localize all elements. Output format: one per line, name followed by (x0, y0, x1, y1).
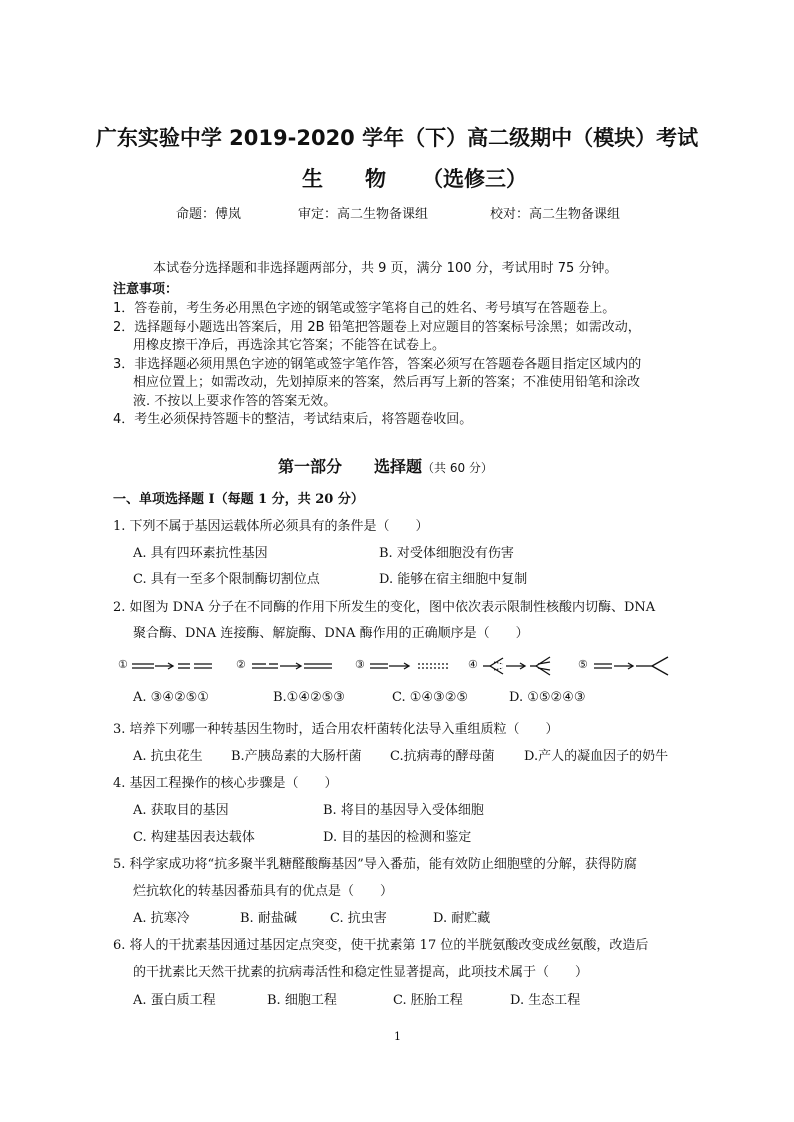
question-1-option-d: D. 能够在宿主细胞中复制 (379, 572, 528, 587)
question-2-stem-line1: 2. 如图为 DNA 分子在不同酶的作用下所发生的变化，图中依次表示限制性核酸内切酶、DNA (113, 600, 656, 615)
question-1-option-b: B. 对受体细胞没有伤害 (379, 546, 514, 561)
question-5-stem-line1: 5. 科学家成功将“抗多聚半乳糖醛酸酶基因”导入番茄，能有效防止细胞壁的分解，获得防腐 (113, 857, 637, 872)
question-1-stem: 1. 下列不属于基因运载体所必须具有的条件是（ ） (113, 519, 429, 534)
exam-title: 广东实验中学 2019-2020 学年（下）高二级期中（模块）考试 (95, 126, 699, 150)
question-3-option-a: A. 抗虫花生 (133, 749, 203, 764)
note-item: 1．答卷前，考生务必用黑色字迹的钢笔或签字笔将自己的姓名、考号填写在答题卷上。 (113, 301, 616, 316)
question-1-option-c: C. 具有一至多个限制酶切割位点 (133, 572, 320, 587)
question-5-option-a: A. 抗寒冷 (133, 911, 190, 926)
part1-score: （共 60 分） (422, 461, 493, 475)
question-5-option-d: D. 耐贮藏 (433, 911, 491, 926)
diagram-label-5: ⑤ (578, 658, 588, 671)
question-6-option-c: C. 胚胎工程 (393, 993, 463, 1008)
question-3-option-d: D.产人的凝血因子的奶牛 (524, 749, 669, 764)
question-2-stem-line2: 聚合酶、DNA 连接酶、解旋酶、DNA 酶作用的正确顺序是（ ） (133, 626, 529, 641)
question-2-option-a: A. ③④②⑤① (133, 690, 209, 705)
diagram-label-4: ④ (468, 658, 478, 671)
diagram-label-2: ② (236, 658, 246, 671)
part1-title (278, 454, 493, 477)
question-2-option-c: C. ①④③②⑤ (392, 690, 469, 705)
part1-title-text: 第一部分 选择题 (278, 457, 423, 476)
question-2-option-d: D. ①⑤②④③ (509, 690, 586, 705)
note-item: 相应位置上；如需改动，先划掉原来的答案，然后再写上新的答案；不准使用铅笔和涂改 (133, 375, 641, 390)
question-3-stem: 3. 培养下列哪一种转基因生物时，适合用农杆菌转化法导入重组质粒（ ） (113, 722, 559, 737)
diagram-label-1: ① (118, 658, 128, 671)
author-line: 命题：傅岚 (176, 207, 242, 222)
question-2-option-b: B.①④②⑤③ (273, 690, 345, 705)
question-6-option-b: B. 细胞工程 (267, 993, 337, 1008)
question-4-stem: 4. 基因工程操作的核心步骤是（ ） (113, 776, 338, 791)
diagram-step-4 (483, 657, 550, 675)
subject-name: 生 物 (302, 167, 386, 191)
subject-suffix: （选修三） (422, 167, 527, 191)
question-6-stem-line2: 的干扰素比天然干扰素的抗病毒活性和稳定性显著提高，此项技术属于（ ） (133, 965, 589, 980)
question-5-option-c: C. 抗虫害 (330, 911, 387, 926)
note-item: 2．选择题每小题选出答案后，用 2B 铅笔把答题卷上对应题目的答案标号涂黑；如需改动， (113, 320, 641, 335)
question-4-option-d: D. 目的基因的检测和鉴定 (323, 830, 472, 845)
question-6-option-a: A. 蛋白质工程 (133, 993, 216, 1008)
diagram-step-5 (594, 657, 668, 675)
dna-diagram-svg (118, 652, 678, 682)
question-6-stem-line1: 6. 将人的干扰素基因通过基因定点突变，使干扰素第 17 位的半胱氨酸改变成丝氨酸，改造后 (113, 938, 649, 953)
diagram-label-3: ③ (355, 658, 365, 671)
diagram-step-3 (370, 663, 448, 669)
note-item: 3．非选择题必须用黑色字迹的钢笔或签字笔作答，答案必须写在答题卷各题目指定区域内的 (113, 357, 642, 372)
question-4-option-a: A. 获取目的基因 (133, 803, 229, 818)
section-heading: 一、单项选择题 I（每题 1 分，共 20 分） (113, 492, 364, 507)
page-number: 1 (394, 1030, 401, 1043)
reviewer-line: 审定：高二生物备课组 (298, 207, 429, 222)
diagram-step-1 (132, 663, 212, 669)
dna-enzyme-diagram (118, 652, 678, 682)
question-3-option-b: B.产胰岛素的大肠杆菌 (231, 749, 362, 764)
question-3-option-c: C.抗病毒的酵母菌 (390, 749, 495, 764)
question-5-stem-line2: 烂抗软化的转基因番茄具有的优点是（ ） (133, 884, 394, 899)
proofreader-line: 校对：高二生物备课组 (490, 207, 621, 222)
notes-heading: 注意事项： (113, 282, 179, 297)
note-item: 4．考生必须保持答题卡的整洁，考试结束后，将答题卷收回。 (113, 412, 473, 427)
intro-text: 本试卷分选择题和非选择题两部分，共 9 页，满分 100 分，考试用时 75 分钟。 (153, 261, 618, 276)
question-6-option-d: D. 生态工程 (510, 993, 581, 1008)
question-1-option-a: A. 具有四环素抗性基因 (133, 546, 268, 561)
note-item: 液. 不按以上要求作答的答案无效。 (133, 394, 337, 409)
question-4-option-c: C. 构建基因表达载体 (133, 830, 255, 845)
question-5-option-b: B. 耐盐碱 (240, 911, 297, 926)
diagram-step-2 (252, 663, 332, 669)
note-item: 用橡皮擦干净后，再选涂其它答案；不能答在试卷上。 (133, 338, 446, 353)
question-4-option-b: B. 将目的基因导入受体细胞 (323, 803, 484, 818)
